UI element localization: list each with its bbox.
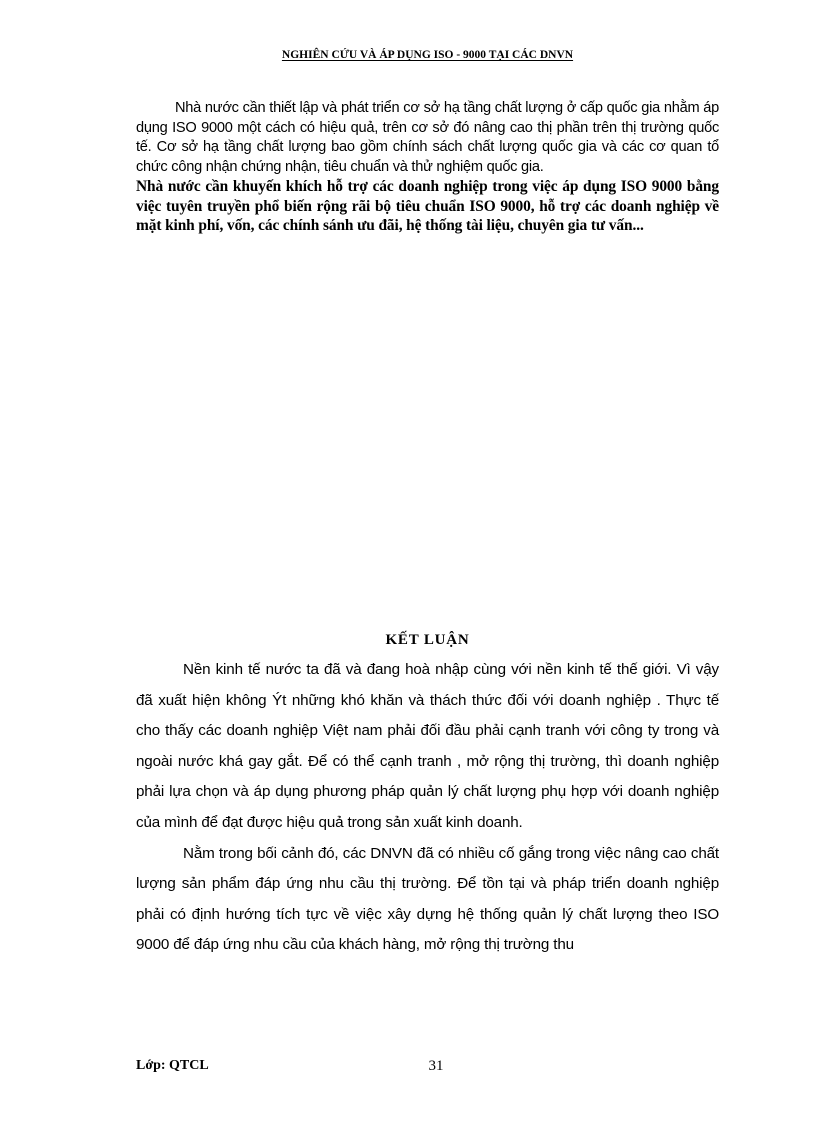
conclusion-heading: KẾT LUẬN: [385, 632, 470, 648]
enterprise-support-paragraph: Nhà nước cần khuyến khích hỗ trợ các doanh nghiệp trong việc áp dụng ISO 9000 bằng việc tuyên truyền phổ biến rộng rãi bộ tiêu chuẩn ISO 9000, hỗ trợ các doanh nghiệp về mặt kinh phí, vốn, các chính sánh ưu đãi, hệ thống tài liệu, chuyên gia tư vấn...: [136, 178, 719, 234]
footer-class-label: Lớp: QTCL: [136, 1058, 209, 1073]
page-number: 31: [428, 1058, 444, 1074]
recommendations-section: [136, 99, 719, 236]
conclusion-section: [136, 655, 719, 961]
running-header-title: NGHIÊN CỨU VÀ ÁP DỤNG ISO - 9000 TẠI CÁC DNVN: [281, 49, 574, 61]
quality-infrastructure-paragraph: Nhà nước cần thiết lập và phát triển cơ sở hạ tầng chất lượng ở cấp quốc gia nhằm áp dụng ISO 9000 một cách có hiệu quả, trên cơ sở đó nâng cao thị phần trên thị trường quốc tế. Cơ sở hạ tầng chất lượng bao gồm chính sách chất lượng quốc gia và các cơ quan tổ chức công nhận chứng nhận, tiêu chuẩn và thử nghiệm quốc gia.: [136, 100, 719, 175]
conclusion-paragraph-1: Nền kinh tế nước ta đã và đang hoà nhập cùng với nền kinh tế thế giới. Vì vậy đã xuất hiện không Ýt những khó khăn và thách thức đối với doanh nghiệp . Thực tế cho thấy các doanh nghiệp Việt nam phải đối đầu phải cạnh tranh với công ty trong và ngoài nước khá gay gắt. Để có thể cạnh tranh , mở rộng thị trường, thì doanh nghiệp phải lựa chọn và áp dụng phương pháp quản lý chất lượng phụ hợp với doanh nghiệp của mình để đạt được hiệu quả trong sản xuất kinh doanh.: [136, 661, 719, 831]
conclusion-paragraph-2: Nằm trong bối cảnh đó, các DNVN đã có nhiều cố gắng trong việc nâng cao chất lượng sản phẩm đáp ứng nhu cầu thị trường. Để tồn tại và pháp triển doanh nghiệp phải có định hướng tích tực về việc xây dựng hệ thống quản lý chất lượng theo ISO 9000 để đáp ứng nhu cầu của khách hàng, mở rộng thị trường thu: [136, 844, 719, 954]
